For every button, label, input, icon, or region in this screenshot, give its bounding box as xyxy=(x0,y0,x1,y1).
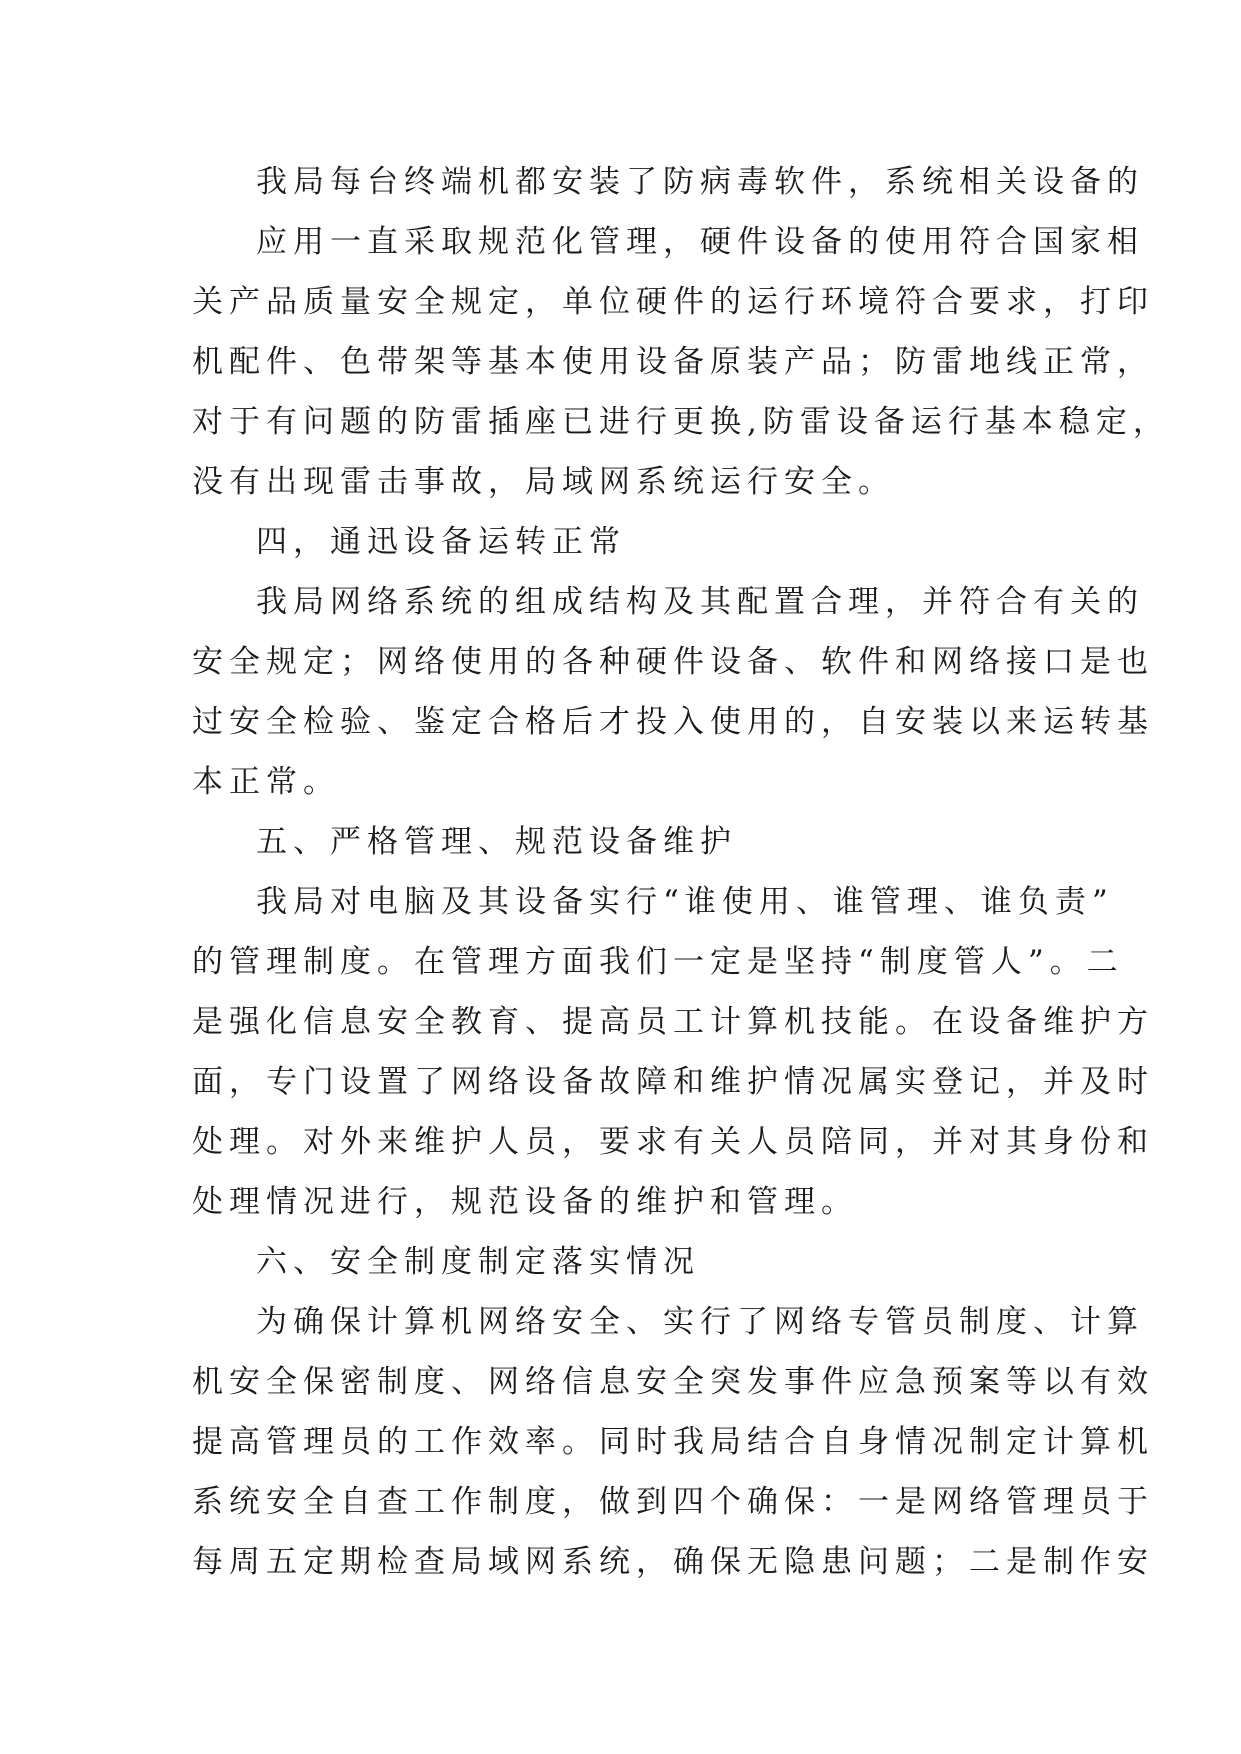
text-line: 对于有问题的防雷插座已进行更换,防雷设备运行基本稳定， xyxy=(192,404,1170,440)
text-line: 我局对电脑及其设备实行“谁使用、谁管理、谁负责” xyxy=(256,884,1114,920)
text-line: 我局网络系统的组成结构及其配置合理，并符合有关的 xyxy=(256,584,1144,620)
document-body xyxy=(192,152,1170,1592)
text-line: 是强化信息安全教育、提高员工计算机技能。在设备维护方 xyxy=(192,1004,1154,1040)
text-line: 处理情况进行，规范设备的维护和管理。 xyxy=(192,1184,858,1220)
text-line: 我局每台终端机都安装了防病毒软件，系统相关设备的 xyxy=(256,164,1144,200)
text-line: 为确保计算机网络安全、实行了网络专管员制度、计算 xyxy=(256,1304,1144,1340)
section-heading: 六、安全制度制定落实情况 xyxy=(256,1244,700,1280)
section-heading: 四，通迅设备运转正常 xyxy=(256,524,626,560)
text-line: 本正常。 xyxy=(192,764,340,800)
text-line: 机配件、色带架等基本使用设备原装产品；防雷地线正常， xyxy=(192,344,1154,380)
text-line: 系统安全自查工作制度，做到四个确保：一是网络管理员于 xyxy=(192,1484,1154,1520)
text-line: 的管理制度。在管理方面我们一定是坚持“制度管人”。二 xyxy=(192,944,1124,980)
text-line: 安全规定；网络使用的各种硬件设备、软件和网络接口是也 xyxy=(192,644,1154,680)
text-line: 每周五定期检查局域网系统，确保无隐患问题；二是制作安 xyxy=(192,1544,1154,1580)
text-line: 关产品质量安全规定，单位硬件的运行环境符合要求，打印 xyxy=(192,284,1154,320)
text-line: 应用一直采取规范化管理，硬件设备的使用符合国家相 xyxy=(256,224,1144,260)
text-line: 机安全保密制度、网络信息安全突发事件应急预案等以有效 xyxy=(192,1364,1154,1400)
text-line: 过安全检验、鉴定合格后才投入使用的，自安装以来运转基 xyxy=(192,704,1154,740)
text-line: 提高管理员的工作效率。同时我局结合自身情况制定计算机 xyxy=(192,1424,1154,1460)
text-line: 处理。对外来维护人员，要求有关人员陪同，并对其身份和 xyxy=(192,1124,1154,1160)
text-line: 面，专门设置了网络设备故障和维护情况属实登记，并及时 xyxy=(192,1064,1154,1100)
text-line: 没有出现雷击事故，局域网系统运行安全。 xyxy=(192,464,895,500)
section-heading: 五、严格管理、规范设备维护 xyxy=(256,824,737,860)
